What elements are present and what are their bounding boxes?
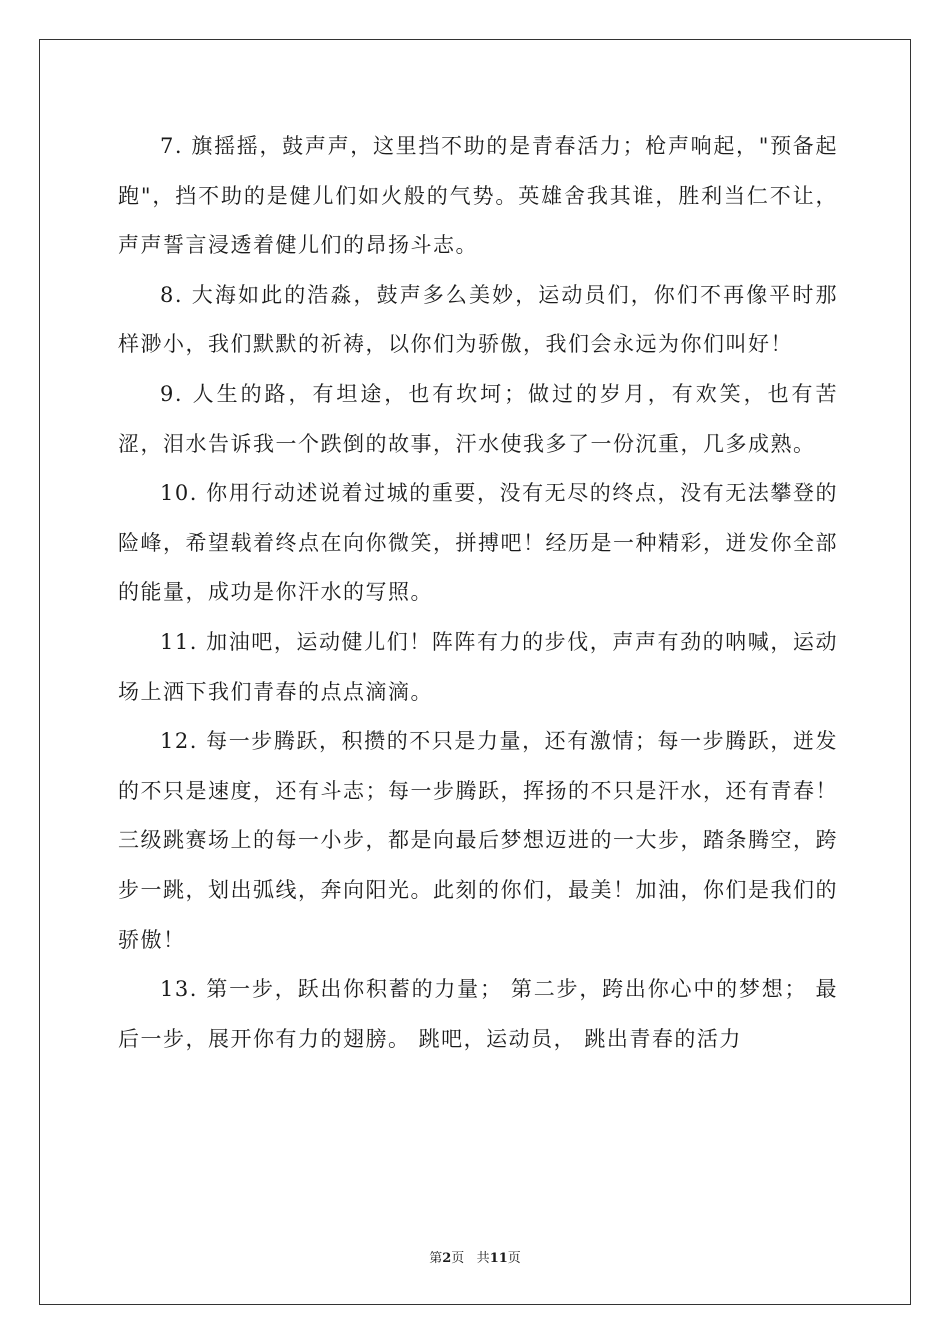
total-prefix: 共 — [476, 1251, 490, 1266]
total-suffix: 页 — [507, 1251, 521, 1266]
page-footer — [0, 1247, 950, 1266]
paragraph-12: 12. 每一步腾跃，积攒的不只是力量，还有激情；每一步腾跃，迸发的不只是速度，还有斗志；每一步腾跃，挥扬的不只是汗水，还有青春！三级跳赛场上的每一小步，都是向最后梦想迈进的一大步，踏条腾空，跨步一跳，划出弧线，奔向阳光。此刻的你们，最美！加油，你们是我们的骄傲！ — [118, 729, 838, 952]
paragraph-10: 10. 你用行动述说着过城的重要，没有无尽的终点，没有无法攀登的险峰，希望载着终点在向你微笑，拼搏吧！经历是一种精彩，迸发你全部的能量，成功是你汗水的写照。 — [118, 481, 838, 605]
paragraph-9: 9. 人生的路，有坦途，也有坎坷；做过的岁月，有欢笑，也有苦涩，泪水告诉我一个跌倒的故事，汗水使我多了一份沉重，几多成熟。 — [118, 381, 838, 456]
paragraph-8: 8. 大海如此的浩淼，鼓声多么美妙，运动员们，你们不再像平时那样渺小，我们默默的祈祷，以你们为骄傲，我们会永远为你们叫好！ — [118, 282, 838, 357]
paragraph-11: 11. 加油吧，运动健儿们！阵阵有力的步伐，声声有劲的呐喊，运动场上洒下我们青春的点点滴滴。 — [118, 629, 838, 704]
paragraph-13: 13. 第一步，跃出你积蓄的力量； 第二步，跨出你心中的梦想； 最后一步，展开你有力的翅膀。 跳吧，运动员， 跳出青春的活力 — [118, 977, 838, 1051]
page-prefix: 第 — [429, 1251, 443, 1266]
paragraph-7: 7. 旗摇摇，鼓声声，这里挡不助的是青春活力；枪声响起，"预备起跑"，挡不助的是健儿们如火般的气势。英雄舍我其谁，胜利当仁不让，声声誓言浸透着健儿们的昂扬斗志。 — [118, 134, 838, 258]
total-pages: 11 — [489, 1251, 508, 1266]
page-number: 2 — [442, 1251, 452, 1266]
page-suffix: 页 — [451, 1251, 465, 1266]
document-body — [118, 122, 838, 1064]
